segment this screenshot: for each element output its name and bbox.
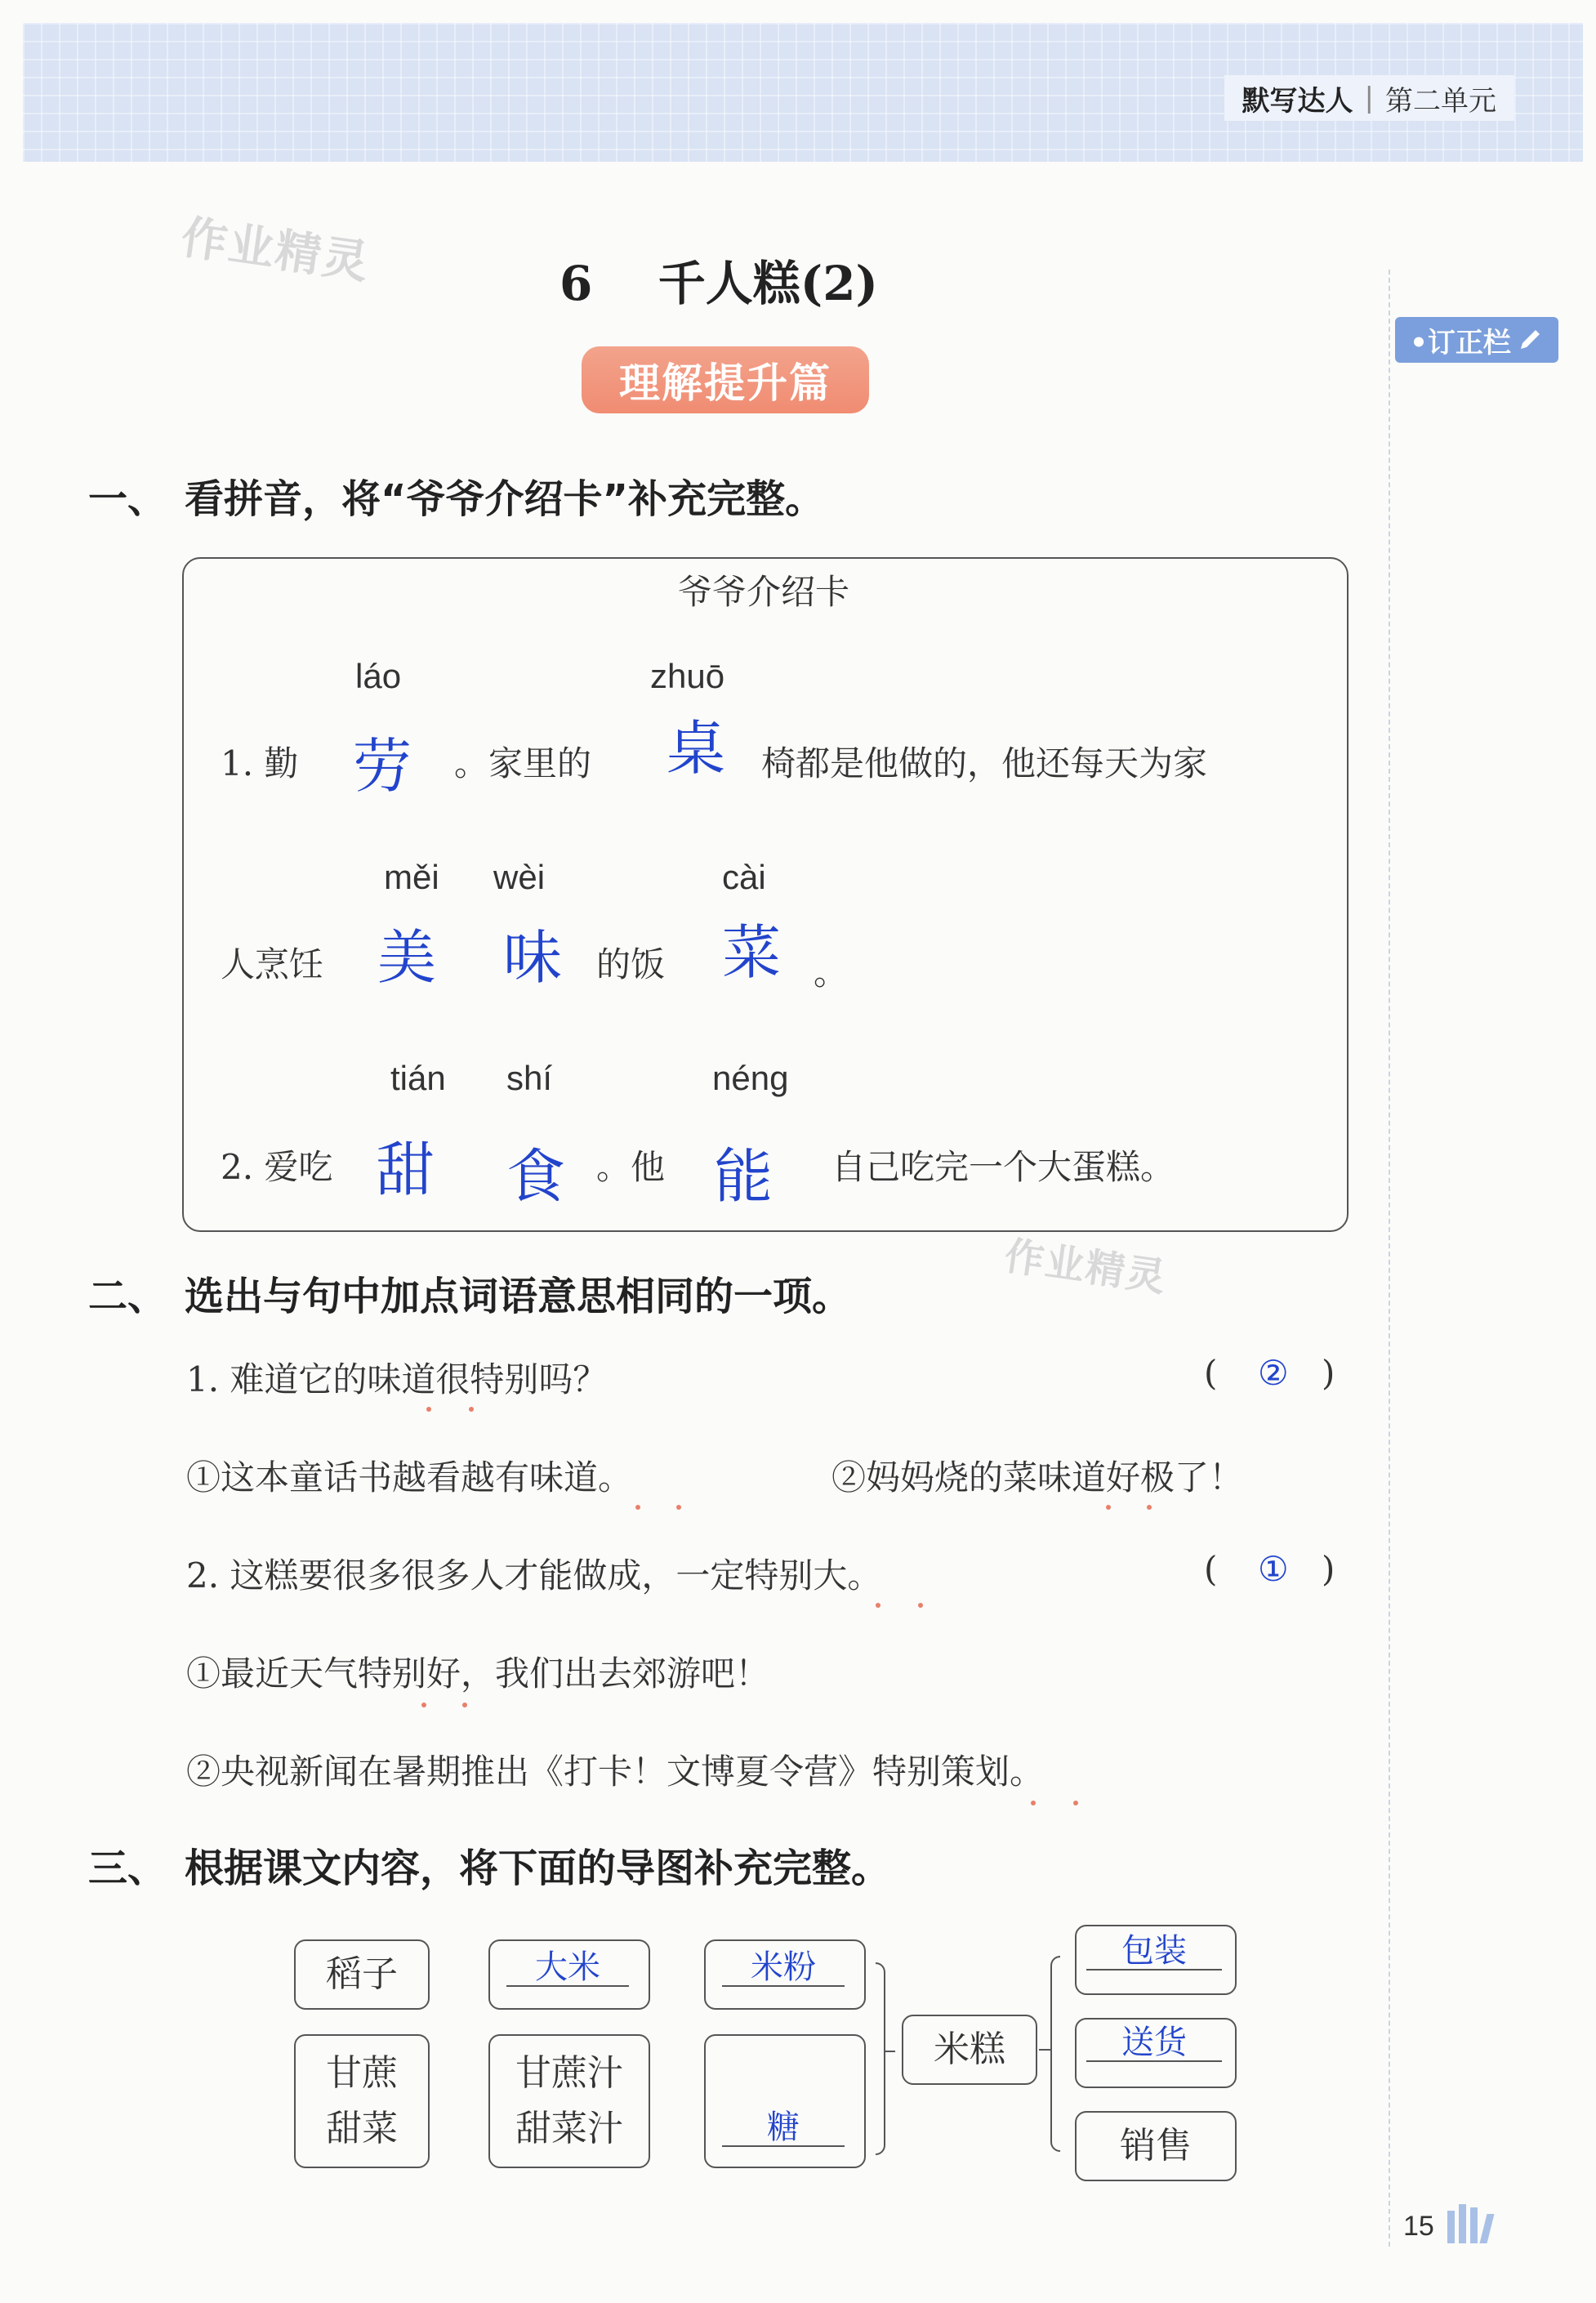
map-box — [1075, 2111, 1237, 2181]
map-fill: 糖 — [722, 2101, 845, 2147]
map-center-box — [902, 2015, 1037, 2085]
section-2-prompt: 选出与句中加点词语意思相同的一项。 — [185, 1274, 852, 1319]
paren-left: ( — [1204, 1353, 1218, 1393]
correction-tab-label: •订正栏 — [1410, 326, 1511, 359]
map-label: 稻子 — [326, 1953, 398, 1995]
answer-char: 味 — [503, 923, 563, 992]
sentence-text: 自己吃完一个大蛋糕。 — [831, 1147, 1175, 1187]
section-2-number: 二、 — [88, 1274, 167, 1319]
intro-card-title: 爷爷介绍卡 — [677, 572, 849, 612]
answer-char: 能 — [714, 1142, 773, 1211]
option: ②央视新闻在暑期推出《打卡！文博夏令营》特别策划。 — [186, 1752, 1045, 1792]
sentence-text: 。家里的 — [454, 743, 592, 783]
header-separator: | — [1364, 82, 1374, 114]
emphasis-dot — [876, 1603, 880, 1608]
option: ②妈妈烧的菜味道好极了！ — [831, 1457, 1244, 1497]
page-number: 15 — [1403, 2211, 1434, 2242]
map-label: 销售 — [1120, 2124, 1192, 2167]
pinyin: zhuō — [650, 657, 725, 695]
pencil-icon — [1516, 326, 1544, 354]
lesson-title — [0, 245, 1438, 314]
correction-tab — [1395, 317, 1558, 363]
answer-char: 桌 — [666, 714, 726, 783]
emphasis-dot — [1073, 1801, 1078, 1805]
lesson-name: 千人糕(2) — [658, 256, 878, 311]
section-2-heading — [88, 1265, 851, 1321]
section-1-number: 一、 — [88, 476, 167, 522]
brace — [1050, 1956, 1060, 2152]
map-label: 米糕 — [934, 2028, 1005, 2070]
paren-left: ( — [1204, 1549, 1218, 1589]
emphasis-dot — [1106, 1505, 1111, 1510]
lesson-number: 6 — [559, 256, 593, 311]
sentence-text: 椅都是他做的，他还每天为家 — [761, 743, 1208, 783]
map-label: 甜菜汁 — [515, 2108, 623, 2149]
pinyin: néng — [712, 1059, 789, 1097]
brace-tip — [1039, 2049, 1050, 2051]
emphasis-dot — [426, 1407, 431, 1412]
answer-q2: ① — [1258, 1549, 1289, 1589]
emphasis-dot — [635, 1505, 640, 1510]
header-tab — [1224, 75, 1514, 121]
map-label: 甘蔗汁 — [515, 2051, 623, 2094]
section-3-number: 三、 — [88, 1846, 167, 1891]
sentence-text: 。他 — [596, 1147, 666, 1187]
paren-right: ) — [1322, 1549, 1335, 1589]
brace — [876, 1962, 885, 2155]
book-icon — [1447, 2204, 1505, 2243]
answer-char: 美 — [377, 923, 437, 992]
emphasis-dot — [918, 1603, 923, 1608]
section-1-prompt: 看拼音，将“爷爷介绍卡”补充完整。 — [185, 476, 825, 522]
emphasis-dot — [1147, 1505, 1152, 1510]
map-box — [488, 2034, 650, 2168]
question-2: 2. 这糕要很多很多人才能做成，一定特别大。 — [186, 1555, 882, 1596]
answer-char: 菜 — [722, 918, 782, 987]
sentence-text: 。 — [814, 953, 849, 993]
brace-tip — [884, 2051, 895, 2052]
section-3-heading — [88, 1837, 890, 1893]
map-box — [294, 1939, 430, 2010]
section-3-prompt: 根据课文内容，将下面的导图补充完整。 — [185, 1846, 891, 1891]
series-name: 默写达人 — [1242, 84, 1353, 118]
pinyin: tián — [390, 1059, 446, 1097]
option: ①最近天气特别好，我们出去郊游吧！ — [186, 1654, 770, 1694]
sentence-text: 2. 爱吃 — [221, 1147, 333, 1187]
emphasis-dot — [676, 1505, 681, 1510]
emphasis-dot — [462, 1703, 467, 1707]
option: ①这本童话书越看越有味道。 — [186, 1457, 633, 1497]
paren-right: ) — [1322, 1353, 1335, 1393]
map-fill: 大米 — [506, 1941, 629, 1987]
sentence-text: 的饭 — [596, 944, 666, 984]
map-label: 甘蔗 — [326, 2051, 398, 2094]
map-fill: 包装 — [1086, 1925, 1222, 1970]
pinyin: cài — [722, 858, 766, 896]
pinyin: shí — [506, 1059, 553, 1097]
emphasis-dot — [469, 1407, 474, 1412]
correction-column-divider — [1389, 270, 1390, 2247]
pinyin: láo — [355, 657, 402, 695]
watermark: 作业精灵 — [177, 211, 373, 290]
sentence-text: 人烹饪 — [221, 944, 324, 984]
answer-char: 劳 — [353, 732, 412, 801]
sentence-text: 1. 勤 — [221, 743, 299, 783]
answer-char: 甜 — [376, 1136, 435, 1204]
unit-name: 第二单元 — [1385, 84, 1496, 118]
question-1: 1. 难道它的味道很特别吗？ — [186, 1359, 608, 1399]
emphasis-dot — [1031, 1801, 1036, 1805]
map-label: 甜菜 — [326, 2108, 398, 2149]
map-fill: 米粉 — [722, 1941, 845, 1987]
emphasis-dot — [421, 1703, 426, 1707]
watermark-2: 作业精灵 — [1001, 1233, 1170, 1301]
pinyin: wèi — [493, 858, 546, 896]
section-1-heading — [88, 467, 824, 524]
section-badge: 理解提升篇 — [582, 346, 869, 413]
pinyin: měi — [384, 858, 439, 896]
map-box — [294, 2034, 430, 2168]
answer-char: 食 — [506, 1142, 566, 1211]
map-fill: 送货 — [1086, 2016, 1222, 2062]
answer-q1: ② — [1258, 1353, 1289, 1393]
